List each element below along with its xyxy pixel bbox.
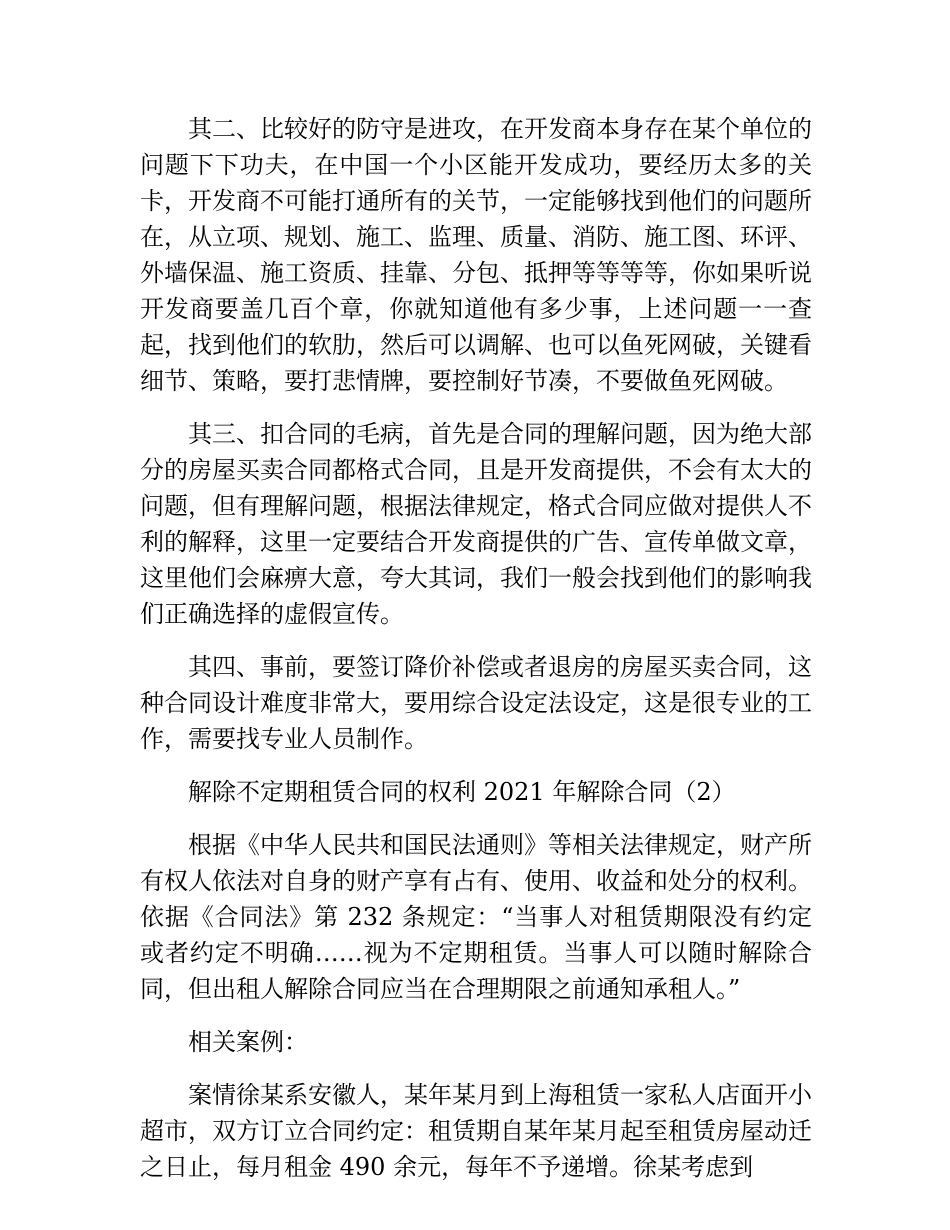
related-cases-label: 相关案例： — [188, 1028, 308, 1056]
paragraph-legal-basis: 根据《中华人民共和国民法通则》等相关法律规定，财产所有权人依法对自身的财产享有占有、使用、收益和处分的权利。依据《合同法》第 232 条规定：“当事人对租赁期限没有约定或者约定不明确……视为不定期租赁。当事人可以随时解除合同，但出租人解除合同应当在合理期限之前通知承租人。” — [140, 831, 812, 1003]
paragraph-case-details: 案情徐某系安徽人，某年某月到上海租赁一家私人店面开小超市，双方订立合同约定：租赁期自某年某月起至租赁房屋动迁之日止，每月租金 490 余元，每年不予递增。徐某考虑到 — [140, 1081, 812, 1181]
section-heading: 解除不定期租赁合同的权利 2021 年解除合同（2） — [188, 778, 736, 806]
paragraph-contract-flaws: 其三、扣合同的毛病，首先是合同的理解问题，因为绝大部分的房屋买卖合同都格式合同，且是开发商提供，不会有太大的问题，但有理解问题，根据法律规定，格式合同应做对提供人不利的解释，这里一定要结合开发商提供的广告、宣传单做文章，这里他们会麻痹大意，夸大其词，我们一般会找到他们的影响我们正确选择的虚假宣传。 — [140, 420, 812, 628]
document-body — [140, 111, 812, 1202]
paragraph-defense-offense: 其二、比较好的防守是进攻，在开发商本身存在某个单位的问题下下功夫，在中国一个小区能开发成功，要经历太多的关卡，开发商不可能打通所有的关节，一定能够找到他们的问题所在，从立项、规划、施工、监理、质量、消防、施工图、环评、外墙保温、施工资质、挂靠、分包、抵押等等等等，你如果听说开发商要盖几百个章，你就知道他有多少事，上述问题一一查起，找到他们的软肋，然后可以调解、也可以鱼死网破，关键看细节、策略，要打悲情牌，要控制好节凑，不要做鱼死网破。 — [140, 115, 812, 395]
paragraph-compensation-contract: 其四、事前，要签订降价补偿或者退房的房屋买卖合同，这种合同设计难度非常大，要用综合设定法设定，这是很专业的工作，需要找专业人员制作。 — [140, 653, 812, 753]
